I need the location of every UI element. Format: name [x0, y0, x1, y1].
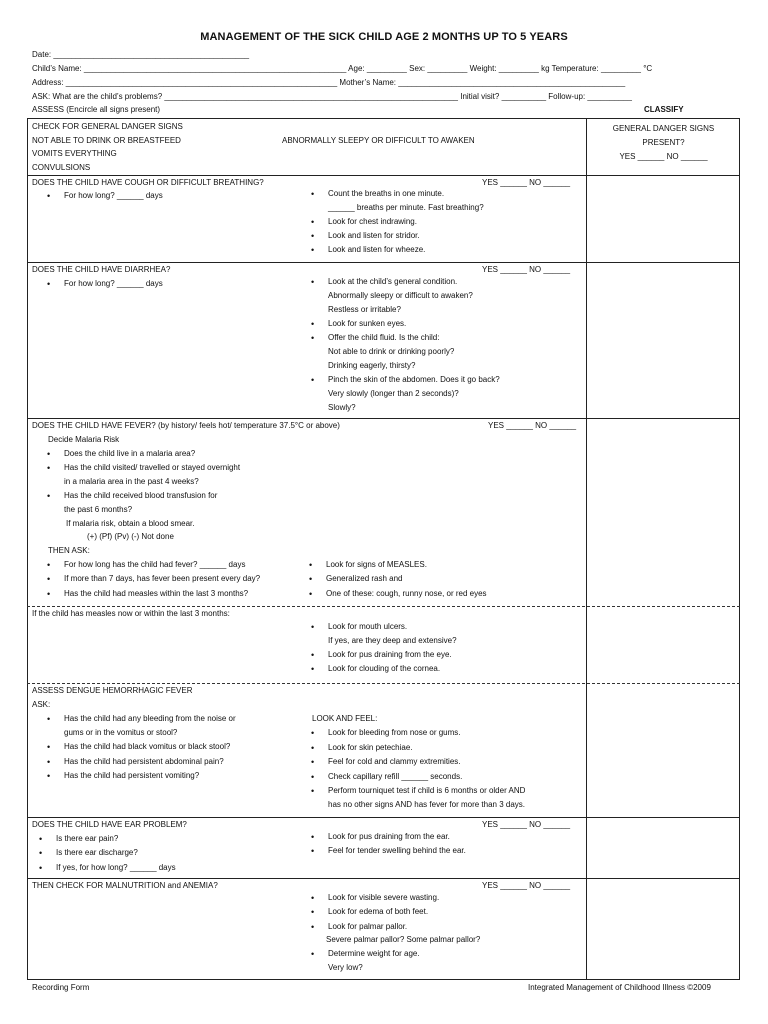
- cold-extremities: • Feel for cold and clammy extremities.: [328, 757, 461, 767]
- skin-pinch: • Pinch the skin of the abdomen. Does it go back?: [328, 375, 500, 385]
- count-breaths: • Count the breaths in one minute.: [328, 189, 444, 199]
- dashed-divider: [27, 683, 740, 684]
- sunken-eyes: • Look for sunken eyes.: [328, 319, 406, 329]
- deep-extensive-question[interactable]: If yes, are they deep and extensive?: [328, 636, 457, 645]
- nose-gum-bleeding: • Look for bleeding from nose or gums.: [328, 728, 461, 738]
- cough-yes-no[interactable]: YES ______ NO ______: [482, 178, 571, 187]
- malnutrition-yes-no[interactable]: YES ______ NO ______: [482, 881, 571, 890]
- fever-yes-no[interactable]: YES ______ NO ______: [488, 421, 577, 430]
- classify-column-divider: [586, 118, 587, 980]
- fever-heading: DOES THE CHILD HAVE FEVER? (by history/ feels hot/ temperature 37.5°C or above): [32, 421, 340, 430]
- child-info-line[interactable]: Child’s Name: ___________________________________________________________ Age: _________ Sex: _________ Weight: _________ kg Temperature: _________ °C: [32, 64, 653, 73]
- measles-history-question[interactable]: • Has the child had measles within the last 3 months?: [64, 589, 248, 599]
- measles-signs: • Look for signs of MEASLES.: [326, 560, 427, 570]
- transfusion-cont: the past 6 months?: [64, 505, 133, 514]
- assess-label: ASSESS (Encircle all signs present): [32, 105, 161, 114]
- measles-heading: If the child has measles now or within the last 3 months:: [32, 609, 230, 618]
- slowly-option[interactable]: Slowly?: [328, 403, 356, 412]
- dashed-divider: [27, 606, 740, 607]
- pallor-options[interactable]: Severe palmar pallor? Some palmar pallor?: [326, 935, 481, 944]
- ear-discharge-question[interactable]: • Is there ear discharge?: [56, 848, 138, 858]
- tourniquet-test-cont: has no other signs AND has fever for more than 3 days.: [328, 800, 525, 809]
- malaria-travel-question[interactable]: • Has the child visited/ travelled or stayed overnight: [64, 463, 240, 473]
- persistent-vomiting-question[interactable]: • Has the child had persistent vomiting?: [64, 771, 199, 781]
- generalized-rash[interactable]: • Generalized rash and: [326, 574, 403, 584]
- dengue-ask-label: ASK:: [32, 700, 51, 709]
- ear-duration-question[interactable]: • If yes, for how long? ______ days: [56, 863, 176, 873]
- mouth-ulcers: • Look for mouth ulcers.: [328, 622, 407, 632]
- diarrhea-yes-no[interactable]: YES ______ NO ______: [482, 265, 571, 274]
- breaths-per-minute[interactable]: ______ breaths per minute. Fast breathing?: [328, 203, 484, 212]
- danger-present-label: GENERAL DANGER SIGNS: [612, 124, 715, 133]
- stridor: • Look and listen for stridor.: [328, 231, 420, 241]
- ear-heading: DOES THE CHILD HAVE EAR PROBLEM?: [32, 820, 187, 829]
- address-line[interactable]: Address: _____________________________________________________________ Mother’s Name: ___________________________________________________: [32, 78, 626, 87]
- ear-pain-question[interactable]: • Is there ear pain?: [56, 834, 118, 844]
- danger-yes-no[interactable]: YES ______ NO ______: [619, 152, 708, 161]
- capillary-refill[interactable]: • Check capillary refill ______ seconds.: [328, 772, 462, 782]
- ear-pus: • Look for pus draining from the ear.: [328, 832, 450, 842]
- malnutrition-heading: THEN CHECK FOR MALNUTRITION and ANEMIA?: [32, 881, 218, 890]
- malaria-area-question[interactable]: • Does the child live in a malaria area?: [64, 449, 195, 459]
- bleeding-question[interactable]: • Has the child had any bleeding from the noise or: [64, 714, 236, 724]
- footer-right: Integrated Management of Childhood Illness ©2009: [528, 983, 711, 992]
- footer-left: Recording Form: [32, 983, 90, 992]
- danger-sign-vomits[interactable]: VOMITS EVERYTHING: [32, 149, 117, 158]
- bleeding-question-cont: gums or in the vomitus or stool?: [64, 728, 178, 737]
- classify-label: CLASSIFY: [644, 105, 684, 114]
- weight-for-age: • Determine weight for age.: [328, 949, 420, 959]
- blood-smear-note: If malaria risk, obtain a blood smear.: [66, 519, 195, 528]
- palmar-pallor: • Look for palmar pallor.: [328, 922, 407, 932]
- form-title: MANAGEMENT OF THE SICK CHILD AGE 2 MONTHS UP TO 5 YEARS: [200, 31, 568, 43]
- danger-sign-drink[interactable]: NOT ABLE TO DRINK OR BREASTFEED: [32, 136, 181, 145]
- then-ask-label: THEN ASK:: [48, 546, 90, 555]
- drinking-poorly-option[interactable]: Not able to drink or drinking poorly?: [328, 347, 455, 356]
- malaria-travel-cont: in a malaria area in the past 4 weeks?: [64, 477, 199, 486]
- black-vomitus-question[interactable]: • Has the child had black vomitus or black stool?: [64, 742, 230, 752]
- ask-problems-line[interactable]: ASK: What are the child’s problems? __________________________________________________________________ Initial visit? __________ Follow-up: __________: [32, 92, 632, 101]
- date-field[interactable]: Date: ____________________________________________: [32, 50, 250, 59]
- danger-present-question: PRESENT?: [642, 138, 685, 147]
- row-divider: [27, 418, 740, 419]
- fever-duration-question[interactable]: • For how long has the child had fever? ______ days: [64, 560, 245, 570]
- restless-option[interactable]: Restless or irritable?: [328, 305, 401, 314]
- skin-petechiae: • Look for skin petechiae.: [328, 743, 413, 753]
- offer-fluid: • Offer the child fluid. Is the child:: [328, 333, 439, 343]
- abdominal-pain-question[interactable]: • Has the child had persistent abdominal pain?: [64, 757, 224, 767]
- malaria-risk-label: Decide Malaria Risk: [48, 435, 120, 444]
- very-slowly-option[interactable]: Very slowly (longer than 2 seconds)?: [328, 389, 459, 398]
- cornea-clouding: • Look for clouding of the cornea.: [328, 664, 440, 674]
- look-and-feel-label: LOOK AND FEEL:: [312, 714, 378, 723]
- diarrhea-heading: DOES THE CHILD HAVE DIARRHEA?: [32, 265, 171, 274]
- ear-yes-no[interactable]: YES ______ NO ______: [482, 820, 571, 829]
- very-low-option[interactable]: Very low?: [328, 963, 363, 972]
- row-divider: [27, 175, 740, 176]
- transfusion-question[interactable]: • Has the child received blood transfusion for: [64, 491, 217, 501]
- drinking-eagerly-option[interactable]: Drinking eagerly, thirsty?: [328, 361, 416, 370]
- fever-every-day-question[interactable]: • If more than 7 days, has fever been present every day?: [64, 574, 260, 584]
- cough-heading: DOES THE CHILD HAVE COUGH OR DIFFICULT BREATHING?: [32, 178, 264, 187]
- danger-sign-sleepy[interactable]: ABNORMALLY SLEEPY OR DIFFICULT TO AWAKEN: [282, 136, 475, 145]
- cough-how-long[interactable]: • For how long? ______ days: [64, 191, 163, 201]
- row-divider: [27, 817, 740, 818]
- danger-sign-convulsions[interactable]: CONVULSIONS: [32, 163, 91, 172]
- ear-swelling: • Feel for tender swelling behind the ear.: [328, 846, 466, 856]
- sleepy-option[interactable]: Abnormally sleepy or difficult to awaken?: [328, 291, 473, 300]
- row-divider: [27, 878, 740, 879]
- pus-eye: • Look for pus draining from the eye.: [328, 650, 452, 660]
- row-divider: [27, 262, 740, 263]
- edema-feet: • Look for edema of both feet.: [328, 907, 428, 917]
- dengue-heading: ASSESS DENGUE HEMORRHAGIC FEVER: [32, 686, 193, 695]
- wheeze: • Look and listen for wheeze.: [328, 245, 425, 255]
- severe-wasting: • Look for visible severe wasting.: [328, 893, 439, 903]
- tourniquet-test: • Perform tourniquet test if child is 6 months or older AND: [328, 786, 525, 796]
- danger-signs-heading: CHECK FOR GENERAL DANGER SIGNS: [32, 122, 183, 131]
- chest-indrawing: • Look for chest indrawing.: [328, 217, 417, 227]
- general-condition: • Look at the child’s general condition.: [328, 277, 457, 287]
- cough-runny-nose-red-eyes[interactable]: • One of these: cough, runny nose, or red eyes: [326, 589, 487, 599]
- smear-result-options[interactable]: (+) (Pf) (Pv) (-) Not done: [87, 532, 174, 541]
- diarrhea-how-long[interactable]: • For how long? ______ days: [64, 279, 163, 289]
